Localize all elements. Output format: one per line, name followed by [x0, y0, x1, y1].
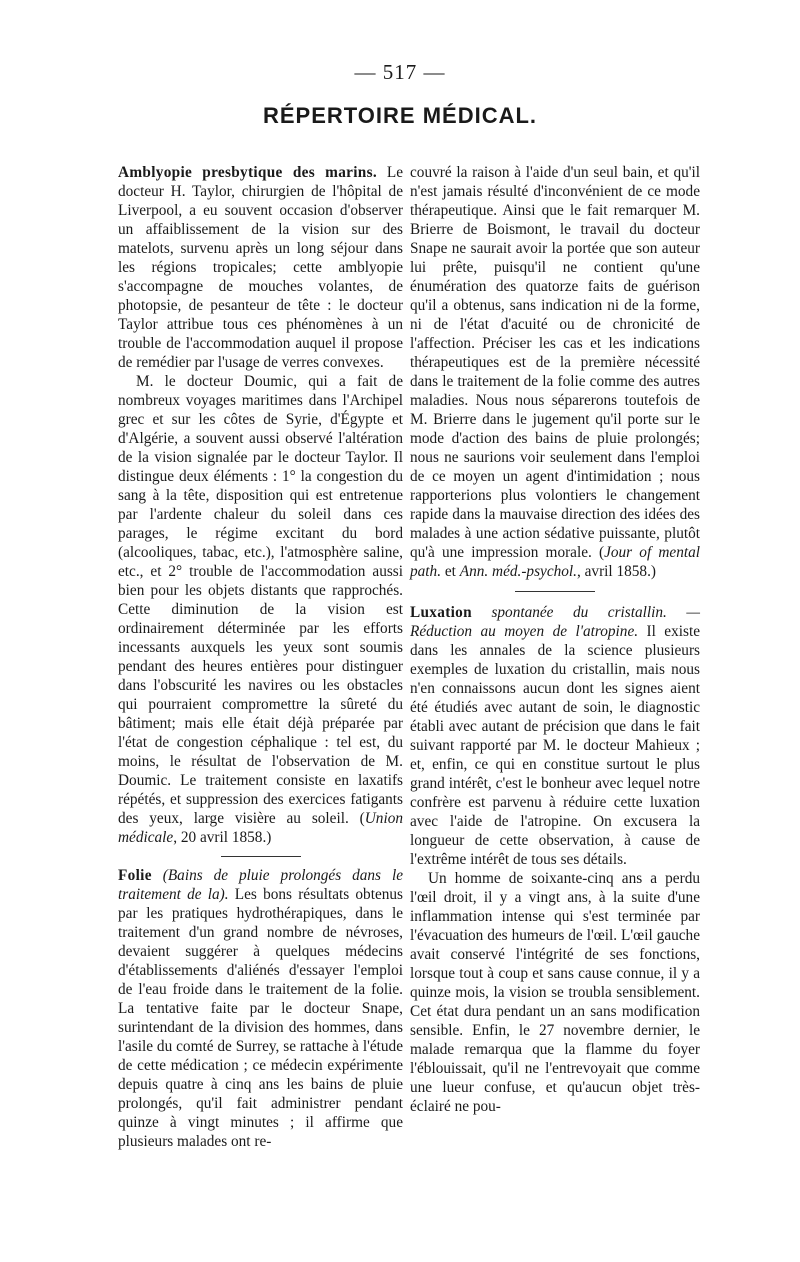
- source-citation: Union médicale: [118, 810, 403, 846]
- article-heading: Luxation: [410, 604, 472, 621]
- article-luxation-cont: [410, 869, 700, 1116]
- article-heading: Amblyopie presbytique des marins.: [118, 164, 377, 181]
- paragraph: couvré la raison à l'aide d'un seul bain, et qu'il n'est jamais résulté d'inconvénient de ce mode thérapeutique. Ainsi que le fait remarquer M. Brierre de Boismont, le travail du docteur Snape ne saurait avoir la portée que son auteur lui prête, puisqu'il ne contient qu'une énumération des quatorze faits de guérison qu'il a obtenus, sans indication ni de la forme, ni de l'état d'acuité ou de chronicité de l'affection. Préciser les cas et les indications thérapeutiques est de la première nécessité dans le traitement de la folie comme des autres maladies. Nous nous séparerons toutefois de M. Brierre dans le jugement qu'il porte sur le mode d'action des bains de pluie prolongés; nous ne saurions voir seulement dans l'emploi de ce moyen un agent d'intimidation ; nous rapporterions plus volontiers le changement rapide dans la mauvaise direction des idées des malades à une action sédative puissante, plutôt qu'à une impression morale. (: [410, 164, 700, 561]
- article-luxation: [410, 603, 700, 869]
- source-citation: Ann. méd.-psychol.: [459, 563, 577, 580]
- paragraph: et: [441, 563, 460, 580]
- page-number: — 517 —: [354, 60, 446, 84]
- paragraph: Le docteur H. Taylor, chirurgien de l'hôpital de Liverpool, a eu souvent occasion d'observer un affaiblissement de la vision sur des matelots, survenu après un long séjour dans les régions tropicales; cette amblyopie s'accompagne de mouches volantes, de photopsie, de pesanteur de tête : le docteur Taylor attribue tous ces phénomènes à un trouble de l'accommodation auquel il propose de remédier par l'usage de verres convexes.: [118, 164, 404, 371]
- page-title: RÉPERTOIRE MÉDICAL.: [262, 103, 538, 128]
- article-subheading: spontanée du cristallin. — Réduction au moyen de l'atropine.: [410, 604, 700, 640]
- article-folie: [118, 866, 403, 1151]
- left-column: [118, 163, 403, 1151]
- divider: [221, 856, 301, 857]
- paragraph: Les bons résultats obtenus par les pratiques hydrothérapiques, dans le traitement d'un grand nombre de névroses, devaient suggérer à quelques médecins d'établissements d'aliénés d'essayer l'emploi de l'eau froide dans le traitement de la folie. La tentative faite par le docteur Snape, surintendant de la division des hommes, dans l'asile du comté de Surrey, se rattache à l'étude de cette médication ; ce médecin expérimente depuis quatre à cinq ans les bains de pluie prolongés, qu'il fait administrer pendant quinze à vingt minutes ; il affirme que plusieurs malades ont re-: [118, 886, 403, 1150]
- paragraph: Un homme de soixante-cinq ans a perdu l'œil droit, il y a vingt ans, à la suite d'une inflammation intense qui s'est terminée par l'évacuation des humeurs de l'œil. L'œil gauche avait conservé l'intégrité de ses fonctions, lorsque tout à coup et sans cause connue, il y a quinze mois, la vision se troubla sensiblement. Cet état dura pendant un an sans modification sensible. Enfin, le 27 novembre dernier, le malade remarqua que la flamme du foyer l'éblouissait, qu'il ne l'entrevoyait que comme une lueur confuse, et qu'aucun objet très-éclairé ne pou-: [410, 870, 700, 1115]
- article-heading: Folie: [118, 867, 152, 884]
- article-amblyopie: [118, 163, 403, 372]
- source-citation: Jour of mental path.: [410, 544, 700, 580]
- article-subheading: (Bains de pluie prolongés dans le traitement de la).: [118, 867, 403, 903]
- divider: [515, 591, 595, 592]
- paragraph: Il existe dans les annales de la science plusieurs exemples de luxation du cristallin, mais nous n'en connaissons aucun dont les signes aient été étudiés avec autant de soin, le diagnostic établi avec autant de précision que dans le fait suivant rapporté par M. le docteur Mahieux ; et, enfin, ce qui en constitue surtout le plus grand intérêt, c'est le bonheur avec lequel notre confrère est parvenu à réduire cette luxation avec l'aide de l'atropine. On excusera la longueur de cette observation, à cause de l'extrême intérêt de tous ses détails.: [410, 623, 700, 868]
- paragraph: , avril 1858.): [576, 563, 657, 580]
- article-amblyopie-cont: [118, 372, 403, 847]
- paragraph: M. le docteur Doumic, qui a fait de nombreux voyages maritimes dans l'Archipel grec et sur les côtes de Syrie, d'Égypte et d'Algérie, a souvent aussi observé l'altération de la vision signalée par le docteur Taylor. Il distingue deux éléments : 1° la congestion du sang à la tête, disposition qui est entretenue par l'ardente chaleur du soleil dans ces parages, le régime excitant du bord (alcooliques, tabac, etc.), l'atmosphère saline, etc., et 2° trouble de l'accommodation aussi bien pour les objets distants que rapprochés. Cette diminution de la vision est ordinairement déterminée par les efforts incessants auxquels les yeux sont soumis pendant des heures entières pour distinguer dans l'obscurité les navires ou les obstacles qui pourraient compromettre la sûreté du bâtiment; mais elle était déjà préparée par l'état de congestion céphalique : tel est, du moins, le résultat de l'observation de M. Doumic. Le traitement consiste en laxatifs répétés, et suppression des exercices fatigants des yeux, large visière au soleil. (: [118, 373, 403, 827]
- article-folie-cont: [410, 163, 700, 581]
- right-column: [410, 163, 700, 1116]
- paragraph: , 20 avril 1858.): [173, 829, 272, 846]
